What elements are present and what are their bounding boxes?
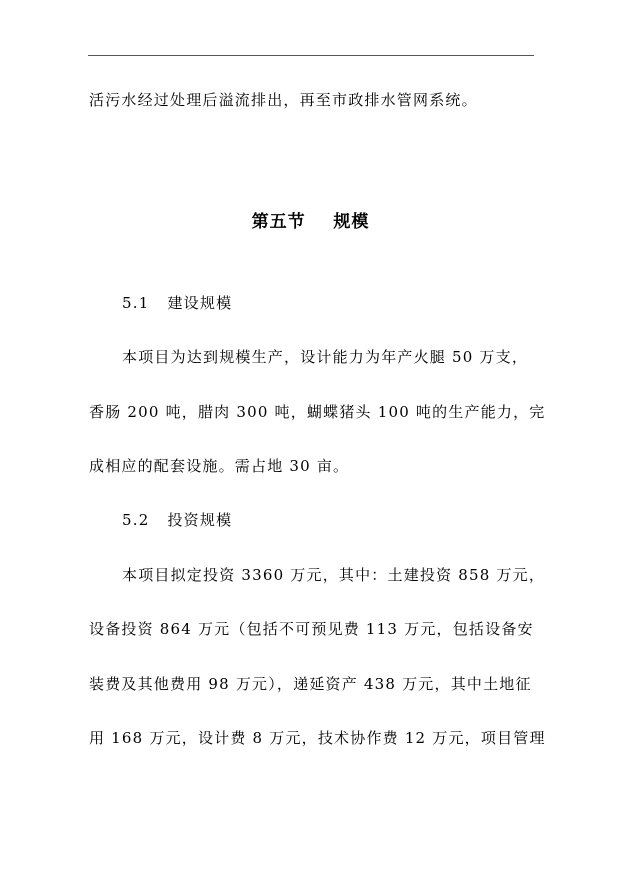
subsection-heading-text: 建设规模: [167, 294, 233, 312]
subsection-heading-5-1: [122, 293, 232, 313]
subsection-number: 5.1: [122, 294, 150, 312]
paragraph-line: 本项目拟定投资 3360 万元，其中：土建投资 858 万元，: [122, 566, 546, 584]
section-title: 第五节 规模: [251, 212, 370, 232]
continued-paragraph-line: 活污水经过处理后溢流排出，再至市政排水管网系统。: [89, 91, 478, 109]
header-rule: [88, 55, 534, 56]
paragraph-line: 成相应的配套设施。需占地 30 亩。: [89, 457, 350, 475]
paragraph-line: 本项目为达到规模生产，设计能力为年产火腿 50 万支，: [122, 348, 529, 366]
paragraph-line: 香肠 200 吨，腊肉 300 吨，蝴蝶猪头 100 吨的生产能力，完: [89, 403, 546, 421]
subsection-number: 5.2: [122, 511, 150, 529]
subsection-heading-5-2: [122, 510, 232, 530]
paragraph-line: 设备投资 864 万元（包括不可预见费 113 万元，包括设备安: [89, 620, 534, 638]
paragraph-line: 装费及其他费用 98 万元），递延资产 438 万元，其中土地征: [89, 675, 532, 693]
subsection-heading-text: 投资规模: [167, 511, 233, 529]
paragraph-line: 用 168 万元，设计费 8 万元，技术协作费 12 万元，项目管理: [89, 729, 546, 747]
